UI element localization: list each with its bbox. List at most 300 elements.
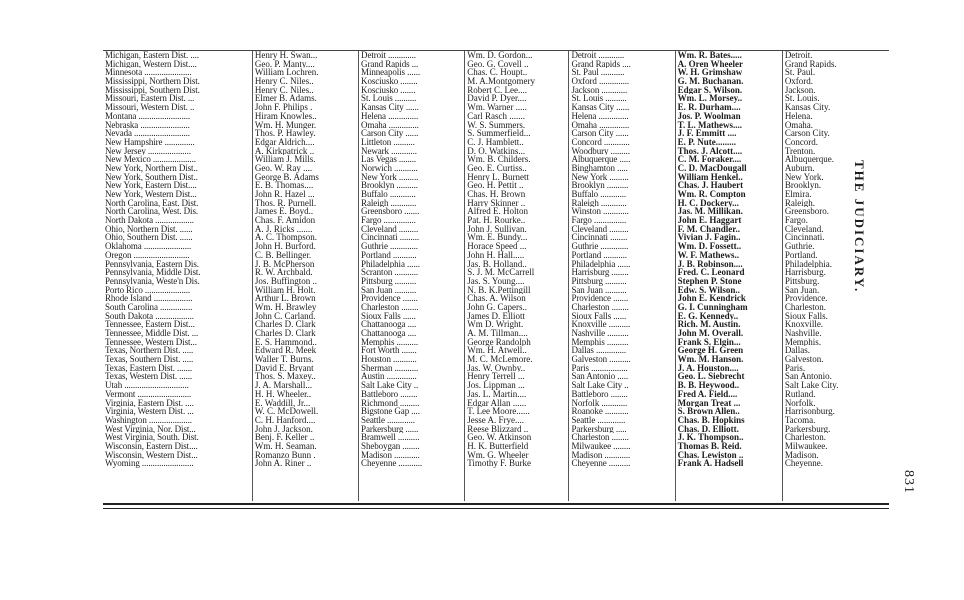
table-cell: Mississippi, Southern Dist. xyxy=(105,85,200,95)
table-cell: Thos. S. Maxey.. xyxy=(254,372,316,382)
table-cell: Detroit. xyxy=(784,51,813,60)
table-cell: Sherman ........... xyxy=(361,363,419,373)
table-cell: Fargo ............... xyxy=(571,216,627,225)
table-cell: Guthrie ............. xyxy=(361,242,418,251)
table-cell: Roanoke ........... xyxy=(571,407,629,416)
table-cell: A. J. Ricks ....... xyxy=(254,224,313,234)
table-cell: Albuquerque. xyxy=(784,155,835,164)
table-cell: St. Louis .......... xyxy=(571,94,627,104)
running-head: THE JUDICIARY. xyxy=(852,160,867,294)
table-cell: John M. Overall. xyxy=(677,329,744,338)
table-cell: New York ......... xyxy=(571,172,629,182)
table-cell: Wm. R. Compton xyxy=(677,190,746,199)
table-cell: Fargo ............... xyxy=(361,216,416,225)
table-cell: A. C. Thompson. xyxy=(254,233,317,243)
table-cell: John G. Capers.. xyxy=(467,302,527,312)
table-cell: Las Vegas ........ xyxy=(361,155,417,164)
table-cell: H. C. Dockery... xyxy=(677,198,739,208)
table-cell: Madison. xyxy=(784,450,819,460)
table-cell: S. Summerfield... xyxy=(467,129,531,138)
table-cell: New York, Southern Dist.. xyxy=(105,172,198,182)
table-cell: Greensboro ....... xyxy=(361,207,420,217)
table-cell: Thos. P. Hawley. xyxy=(254,129,316,138)
table-cell: Tacoma. xyxy=(784,415,816,425)
table-cell: Utah .............................. xyxy=(105,381,189,390)
table-cell: Stephen P. Stone xyxy=(677,276,742,286)
table-cell: Seattle ............. xyxy=(361,415,415,425)
table-cell: Chas. Lewiston .. xyxy=(677,450,744,460)
table-cell: William Lochren. xyxy=(254,68,319,78)
table-cell: Geo. L. Siebrecht xyxy=(677,372,745,382)
table-cell: Henry Terrell ... xyxy=(467,372,525,382)
table-cell: Houston ........... xyxy=(361,355,417,364)
table-cell: Edward R. Meek xyxy=(254,346,317,356)
table-cell: Richmond ......... xyxy=(361,398,420,408)
table-cell: Wisconsin, Eastern Dist.... xyxy=(105,441,198,451)
table-cell: Carson City. xyxy=(784,129,830,138)
table-cell: San Juan .......... xyxy=(571,285,627,295)
table-cell: Wm. D. Fossett.. xyxy=(677,242,742,251)
table-cell: New York, Northern Dist.. xyxy=(105,163,198,173)
table-cell: Austin .............. xyxy=(361,372,417,382)
table-cell: Albuquerque ..... xyxy=(571,155,631,164)
table-cell: Wm. Warner ..... xyxy=(467,103,527,112)
table-cell: C. M. Foraker.... xyxy=(677,155,742,164)
table-cell: Pittsburg .......... xyxy=(361,276,417,286)
table-cell: Cleveland ......... xyxy=(361,224,419,234)
table-cell: Grand Rapids ... xyxy=(361,59,419,69)
table-cell: Carson City ...... xyxy=(361,129,419,138)
table-cell: Salt Lake City. xyxy=(784,381,839,390)
table-cell: John H. Hall..... xyxy=(467,250,525,260)
table-cell: Oregon .......................... xyxy=(105,250,190,260)
table-cell: Wm. H. Brawley xyxy=(254,302,317,312)
table-cell: Missouri, Eastern Dist. ... xyxy=(105,94,195,104)
table-cell: Jos. Lippman ... xyxy=(467,381,525,390)
table-cell: Geo. P. Manty.... xyxy=(254,59,315,69)
table-cell: New Jersey .................... xyxy=(105,146,191,156)
table-cell: Wm. H. Seaman. xyxy=(254,441,317,451)
table-cell: Littleton .......... xyxy=(361,137,415,147)
table-cell: E. S. Hammond.. xyxy=(254,337,317,347)
table-cell: Bramwell .......... xyxy=(361,433,420,442)
table-cell: Nashville .......... xyxy=(571,329,629,338)
table-cell: Texas, Northern Dist. ..... xyxy=(105,346,194,356)
table-cell: Cheyenne ........... xyxy=(361,459,423,468)
table-cell: A. Oren Wheeler xyxy=(677,59,744,69)
table-cell: Carl Rasch ....... xyxy=(467,111,525,121)
table-cell: New Mexico .................... xyxy=(105,155,196,164)
table-cell: E. G. Kennedy.. xyxy=(677,311,739,321)
table-cell: Omaha .............. xyxy=(571,120,630,130)
table-cell: Minnesota ...................... xyxy=(105,68,192,78)
table-cell: Jos. P. Woolman xyxy=(677,111,741,121)
bottom-rule-thick xyxy=(103,503,889,505)
table-cell: C. B. Bellinger. xyxy=(254,250,312,260)
table-cell: Guthrie ............. xyxy=(571,242,629,251)
table-cell: Jos. Buffington .. xyxy=(254,276,317,286)
table-cell: H. H. Wheeler.. xyxy=(254,389,312,399)
table-cell: J. A. Marshall... xyxy=(254,381,313,390)
table-cell: Philadelphia ...... xyxy=(571,259,631,269)
table-cell: Concord. xyxy=(784,137,819,147)
table-cell: Benj. F. Keller .. xyxy=(254,433,315,442)
table-cell: Dallas .............. xyxy=(571,346,627,356)
table-cell: J. B. Robinson.... xyxy=(677,259,743,269)
table-cell: Charleston ........ xyxy=(571,302,629,312)
page-number: 831 xyxy=(901,470,916,494)
table-cell: M. C. McLemore. xyxy=(467,355,533,364)
table-cell: Chas. C. Houpt.. xyxy=(467,68,528,78)
column-judges xyxy=(253,51,359,501)
table-cell: Kosciusko ........ xyxy=(361,77,418,86)
table-cell: Pittsburg .......... xyxy=(571,276,627,286)
table-cell: Montana ........................ xyxy=(105,111,191,121)
table-cell: Vivian J. Fagin.. xyxy=(677,233,741,243)
table-cell: M. A.Montgomery xyxy=(467,77,535,86)
table-cell: Jas. B. Holland.. xyxy=(467,259,527,269)
table-cell: St. Paul. xyxy=(784,68,816,78)
table-cell: E. P. Nute......... xyxy=(677,137,737,147)
table-cell: Tennessee, Western Dist... xyxy=(105,337,197,347)
table-cell: Norwich ........... xyxy=(361,163,418,173)
table-cell: Detroit ............ xyxy=(571,51,625,60)
table-cell: Fort Worth ....... xyxy=(361,346,417,356)
table-cell: Mississippi, Northern Dist. xyxy=(105,77,200,86)
table-cell: S. Brown Allen.. xyxy=(677,407,740,416)
table-cell: Bigstone Gap .... xyxy=(361,407,420,416)
table-cell: John E. Kendrick xyxy=(677,294,746,303)
table-cell: B. B. Heywood.. xyxy=(677,381,740,390)
table-cell: New York. xyxy=(784,172,824,182)
table-cell: John H. Burford. xyxy=(254,242,316,251)
table-cell: Nevada .......................... xyxy=(105,129,190,138)
table-cell: Wm D. Wright. xyxy=(467,320,524,329)
table-cell: Portland ........... xyxy=(361,250,417,260)
table-cell: Geo. G. Covell .. xyxy=(467,59,529,69)
table-cell: Edgar Aldrich.... xyxy=(254,137,315,147)
table-cell: Galveston .......... xyxy=(571,355,631,364)
table-cell: Jackson. xyxy=(784,85,816,95)
table-cell: Portland. xyxy=(784,250,818,260)
table-cell: T. Lee Moore...... xyxy=(467,407,530,416)
table-cell: Tennessee, Middle Dist. ... xyxy=(105,329,199,338)
table-cell: North Dakota .................. xyxy=(105,216,194,225)
table-cell: James E. Boyd.. xyxy=(254,207,314,217)
table-cell: Nebraska ....................... xyxy=(105,120,190,130)
table-cell: San Antonio ..... xyxy=(571,372,628,382)
table-cell: Kosciusko ....... xyxy=(361,85,416,95)
table-cell: R. W. Archbald. xyxy=(254,268,313,277)
table-cell: Fred A. Field.... xyxy=(677,389,738,399)
table-cell: Salt Lake City .. xyxy=(571,381,629,390)
table-cell: George H. Green xyxy=(677,346,744,356)
table-cell: Pat. H. Rourke.. xyxy=(467,216,526,225)
table-cell: Dallas. xyxy=(784,346,811,356)
table-cell: Milwaukee. xyxy=(784,441,828,451)
table-cell: H. K. Butterfield xyxy=(467,441,529,451)
table-cell: Providence ....... xyxy=(571,294,629,303)
table-cell: Detroit ............. xyxy=(361,51,416,60)
table-cell: J. A. Houston.... xyxy=(677,363,739,373)
table-cell: E. B. Thomas.... xyxy=(254,181,314,190)
table-cell: Brooklyn .......... xyxy=(361,181,418,190)
table-cell: Pennsylvania, Middle Dist. xyxy=(105,268,201,277)
table-cell: Pennsylvania, Weste'n Dis. xyxy=(105,276,200,286)
table-cell: Brooklyn. xyxy=(784,181,822,190)
table-cell: W. S. Summers. xyxy=(467,120,526,130)
table-cell: Wm. B. Childers. xyxy=(467,155,531,164)
table-cell: Raleigh ............ xyxy=(361,198,417,208)
table-cell: Memphis. xyxy=(784,337,822,347)
table-cell: George B. Adams xyxy=(254,172,319,182)
table-cell: A. Kirkpatrick .. xyxy=(254,146,315,156)
table-cell: Fargo. xyxy=(784,216,808,225)
table-cell: Texas, Southern Dist. ..... xyxy=(105,355,194,364)
table-cell: Cheyenne .......... xyxy=(571,459,631,468)
table-cell: San Juan. xyxy=(784,285,820,295)
table-cell: Sheboygan ........ xyxy=(361,441,420,451)
table-cell: Thos. J. Alcott.... xyxy=(677,146,743,156)
table-cell: Frank S. Elgin... xyxy=(677,337,741,347)
table-cell: Chas. A. Wilson xyxy=(467,294,526,303)
table-cell: Henry C. Niles.. xyxy=(254,77,314,86)
table-cell: Wm. D. Gordon... xyxy=(467,51,533,60)
table-cell: Salt Lake City .. xyxy=(361,381,419,390)
table-cell: Chas. D. Elliott. xyxy=(677,424,739,434)
table-cell: Virginia, Eastern Dist. .... xyxy=(105,398,194,408)
table-cell: Pittsburg. xyxy=(784,276,820,286)
table-cell: Cincinnati ......... xyxy=(361,233,420,243)
table-cell: Buffalo ............ xyxy=(361,190,416,199)
table-cell: Oxford. xyxy=(784,77,814,86)
table-cell: Raleigh ............ xyxy=(571,198,627,208)
table-cell: Michigan, Western Dist.... xyxy=(105,59,197,69)
table-cell: Wisconsin, Western Dist... xyxy=(105,450,198,460)
table-cell: Wyoming ........................ xyxy=(105,459,194,468)
table-cell: Minneapolis ...... xyxy=(361,68,420,78)
table-cell: Madison ............ xyxy=(571,450,631,460)
table-cell: Vermont ......................... xyxy=(105,389,192,399)
table-cell: Romanzo Bunn . xyxy=(254,450,316,460)
table-cell: Portland ........... xyxy=(571,250,627,260)
table-cell: Wm. H. Atwell.. xyxy=(467,346,527,356)
table-cell: Wm. G. Wheeler xyxy=(467,450,529,460)
table-cell: John A. Riner .. xyxy=(254,459,312,468)
table-cell: Oklahoma ...................... xyxy=(105,242,192,251)
table-cell: David P. Dyer.... xyxy=(467,94,527,104)
table-cell: John J. Sullivan. xyxy=(467,224,527,234)
table-cell: New York, Eastern Dist.... xyxy=(105,181,197,190)
table-cell: Alfred E. Holton xyxy=(467,207,528,217)
table-cell: A. M. Tillman.... xyxy=(467,329,528,338)
table-cell: St. Louis .......... xyxy=(361,94,417,104)
table-cell: Parkersburg ...... xyxy=(361,424,419,434)
table-cell: William J. Mills. xyxy=(254,155,316,164)
bottom-rule-thin xyxy=(103,508,889,509)
table-cell: F. M. Chandler.. xyxy=(677,224,740,234)
table-cell: William Henkel.. xyxy=(677,172,743,182)
table-cell: Cleveland ......... xyxy=(571,224,629,234)
table-cell: T. L. Mathews.... xyxy=(677,120,742,130)
table-cell: North Carolina, West. Dis. xyxy=(105,207,198,217)
table-cell: Washington .................... xyxy=(105,415,192,425)
table-cell: Norfolk ............ xyxy=(571,398,628,408)
column-clerk-residences xyxy=(569,51,675,501)
table-cell: Arthur L. Brown xyxy=(254,294,316,303)
table-cell: Concord ............ xyxy=(571,137,630,147)
table-cell: Providence. xyxy=(784,294,828,303)
table-cell: Chattanooga .... xyxy=(361,329,417,338)
column-marshal-residences xyxy=(783,51,889,501)
column-marshals xyxy=(676,51,783,501)
table-cell: Charles D. Clark xyxy=(254,329,316,338)
table-cell: G. I. Cunningham xyxy=(677,302,748,312)
table-cell: Harry Skinner .. xyxy=(467,198,526,208)
table-cell: Edgar S. Wilson. xyxy=(677,85,743,95)
table-cell: Fred. C. Leonard xyxy=(677,268,745,277)
table-cell: Milwaukee ........ xyxy=(571,441,631,451)
table-cell: Texas, Western Dist. ...... xyxy=(105,372,193,382)
table-cell: Harrisonburg. xyxy=(784,407,835,416)
table-cell: Scranton ........... xyxy=(361,268,419,277)
table-cell: William H. Holt. xyxy=(254,285,316,295)
table-cell: Knoxville .......... xyxy=(571,320,631,329)
table-cell: Memphis .......... xyxy=(361,337,418,347)
table-cell: Wm. E. Bundy... xyxy=(467,233,528,243)
table-cell: John E. Haggart xyxy=(677,216,742,225)
table-cell: Knoxville. xyxy=(784,320,824,329)
table-cell: New York, Western Dist... xyxy=(105,190,197,199)
table-cell: Henry C. Niles.. xyxy=(254,85,314,95)
table-cell: Wm. R. Bates..... xyxy=(677,51,742,60)
table-cell: James D. Elliott xyxy=(467,311,525,321)
table-cell: Harrisburg. xyxy=(784,268,826,277)
table-cell: Kansas City ...... xyxy=(571,103,630,112)
table-cell: J. F. Emmitt .... xyxy=(677,129,737,138)
table-cell: Porto Rico ..................... xyxy=(105,285,191,295)
table-cell: Henry L. Burnett xyxy=(467,172,529,182)
table-cell: S. J. M. McCarrell xyxy=(467,268,535,277)
table-cell: West Virginia, South. Dist. xyxy=(105,433,199,442)
table-cell: John C. Carland. xyxy=(254,311,316,321)
table-cell: John J. Jackson. xyxy=(254,424,313,434)
table-cell: St. Paul ........... xyxy=(571,68,625,78)
table-cell: Ohio, Southern Dist. ...... xyxy=(105,233,193,243)
table-cell: John F. Philips . xyxy=(254,103,313,112)
table-cell: Madison ............ xyxy=(361,450,420,460)
table-cell: Wm. H. Munger. xyxy=(254,120,317,130)
table-cell: Grand Rapids .... xyxy=(571,59,631,69)
table-cell: Horace Speed ... xyxy=(467,242,527,251)
table-cell: Thomas B. Reid. xyxy=(677,441,742,451)
table-cell: Wm. L. Morsey.. xyxy=(677,94,743,104)
table-cell: Memphis .......... xyxy=(571,337,629,347)
table-cell: John R. Hazel ... xyxy=(254,190,315,199)
table-cell: Chas. F. Amidon xyxy=(254,216,316,225)
table-cell: Waller T. Burns. xyxy=(254,355,314,364)
table-cell: Philadelphia ...... xyxy=(361,259,420,269)
table-cell: E. R. Durham.... xyxy=(677,103,741,112)
table-cell: Cincinnati ........ xyxy=(571,233,628,243)
table-cell: Galveston. xyxy=(784,355,824,364)
table-cell: Auburn. xyxy=(784,163,815,173)
table-cell: Rutland. xyxy=(784,389,816,399)
table-cell: J. B. McPherson xyxy=(254,259,315,269)
table-cell: Parkersburg ..... xyxy=(571,424,627,434)
table-cell: David E. Bryant xyxy=(254,363,314,373)
table-cell: New Hampshire .............. xyxy=(105,137,195,147)
table-cell: Sioux Falls. xyxy=(784,311,828,321)
table-cell: San Juan .......... xyxy=(361,285,417,295)
table-cell: West Virginia, Nor. Dist... xyxy=(105,424,196,434)
column-districts xyxy=(103,51,253,501)
table-cell: Thos. R. Purnell. xyxy=(254,198,317,208)
table-cell: Greensboro. xyxy=(784,207,830,217)
table-cell: Rhode Island .................. xyxy=(105,294,193,303)
table-cell: Battleboro ........ xyxy=(361,389,418,399)
table-cell: Virginia, Western Dist. ... xyxy=(105,407,194,416)
table-cell: Nashville. xyxy=(784,329,822,338)
table-cell: San Antonio. xyxy=(784,372,832,382)
table-cell: Omaha. xyxy=(784,120,814,130)
table-cell: North Carolina, East. Dist. xyxy=(105,198,199,208)
table-cell: C. J. Hamblett.. xyxy=(467,137,524,147)
table-cell: Geo. W. Ray .... xyxy=(254,163,313,173)
table-cell: Charleston ........ xyxy=(361,302,419,312)
table-cell: Geo. H. Pettit .. xyxy=(467,181,524,190)
table-cell: Newark ............ xyxy=(361,146,417,156)
table-cell: Charleston. xyxy=(784,302,827,312)
table-cell: Brooklyn .......... xyxy=(571,181,629,190)
table-cell: Hiram Knowles.. xyxy=(254,111,317,121)
table-cell: George Randolph xyxy=(467,337,531,347)
table-cell: Jas. M. Millikan. xyxy=(677,207,743,217)
table-cell: Jas. W. Ownby.. xyxy=(467,363,526,373)
table-cell: Tennessee, Eastern Dist... xyxy=(105,320,195,329)
table-cell: D. O. Watkins... xyxy=(467,146,526,156)
table-cell: W. F. Mathews.. xyxy=(677,250,739,260)
table-cell: Texas, Eastern Dist. ....... xyxy=(105,363,193,373)
table-cell: Cincinnati. xyxy=(784,233,825,243)
table-cell: Carson City ...... xyxy=(571,129,629,138)
table-cell: Paris ................. xyxy=(571,363,628,373)
table-cell: Seattle ............. xyxy=(571,415,626,425)
table-cell: Charleston ........ xyxy=(571,433,629,442)
table-cell: Oxford .............. xyxy=(571,77,630,86)
table-cell: Edgar Allan ...... xyxy=(467,398,527,408)
table-cell: Parkersburg. xyxy=(784,424,831,434)
table-cell: Geo. E. Curtiss.. xyxy=(467,163,527,173)
table-cell: G. M. Buchanan. xyxy=(677,77,744,86)
table-cell: Harrisburg ........ xyxy=(571,268,629,277)
table-cell: Buffalo ............ xyxy=(571,190,627,199)
table-cell: Kansas City. xyxy=(784,103,831,112)
table-cell: Jackson ............ xyxy=(571,85,628,95)
table-cell: Trenton. xyxy=(784,146,816,156)
table-cell: New York ......... xyxy=(361,172,419,182)
table-cell: Ohio, Northern Dist. ...... xyxy=(105,224,193,234)
table-cell: Sioux Falls ...... xyxy=(361,311,416,321)
table-cell: W. C. McDowell. xyxy=(254,407,319,416)
table-cell: Kansas City ...... xyxy=(361,103,419,112)
table-cell: Philadelphia. xyxy=(784,259,833,269)
table-cell: Pennsylvania, Eastern Dis. xyxy=(105,259,199,269)
table-cell: Wm. M. Hanson. xyxy=(677,355,744,364)
table-cell: Missouri, Western Dist. .. xyxy=(105,103,195,112)
table-cell: Sioux Falls ...... xyxy=(571,311,627,321)
table-cell: Helena. xyxy=(784,111,813,121)
